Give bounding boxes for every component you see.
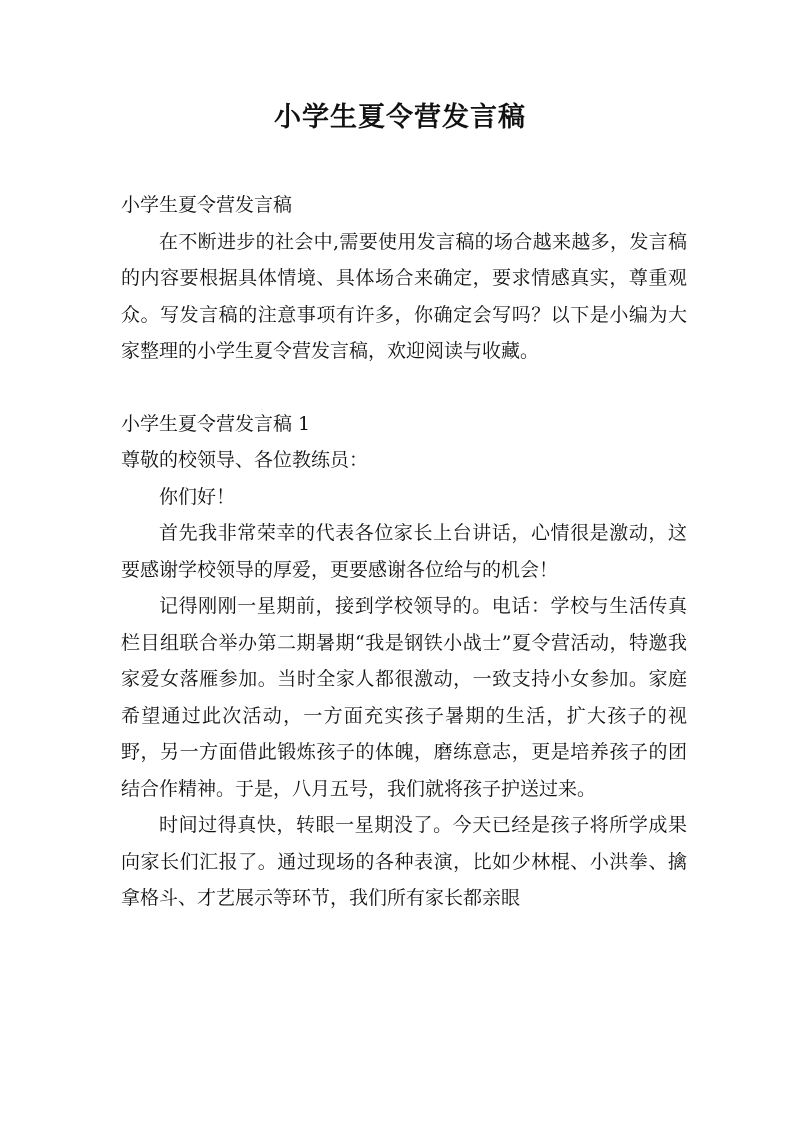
section-spacer bbox=[121, 370, 687, 406]
document-subtitle: 小学生夏令营发言稿 bbox=[121, 194, 293, 216]
body-paragraph: 首先我非常荣幸的代表各位家长上台讲话，心情很是激动，这要感谢学校领导的厚爱，更要感谢各位给与的机会！ bbox=[121, 522, 687, 581]
salutation: 尊敬的校领导、各位教练员： bbox=[121, 449, 369, 471]
document-title: 小学生夏令营发言稿 bbox=[274, 102, 526, 133]
section-heading: 小学生夏令营发言稿 1 bbox=[121, 412, 311, 435]
intro-paragraph: 在不断进步的社会中,需要使用发言稿的场合越来越多，发言稿的内容要根据具体情境、具体场合来确定，要求情感真实，尊重观众。写发言稿的注意事项有许多，你确定会写吗？以下是小编为大家整理的小学生夏令营发言稿，欢迎阅读与收藏。 bbox=[121, 230, 687, 362]
body-paragraph: 记得刚刚一星期前，接到学校领导的。电话：学校与生活传真栏目组联合举办第二期暑期“我是钢铁小战士”夏令营活动，特邀我家爱女落雁参加。当时全家人都很激动，一致支持小女参加。家庭希望通过此次活动，一方面充实孩子暑期的生活，扩大孩子的视野，另一方面借此锻炼孩子的体魄，磨练意志，更是培养孩子的团结合作精神。于是，八月五号，我们就将孩子护送过来。 bbox=[121, 595, 687, 800]
body-paragraph: 时间过得真快，转眼一星期没了。今天已经是孩子将所学成果向家长们汇报了。通过现场的各种表演，比如少林棍、小洪拳、擒拿格斗、才艺展示等环节，我们所有家长都亲眼 bbox=[121, 814, 687, 909]
document-body bbox=[121, 187, 687, 917]
greeting: 你们好！ bbox=[159, 485, 236, 508]
